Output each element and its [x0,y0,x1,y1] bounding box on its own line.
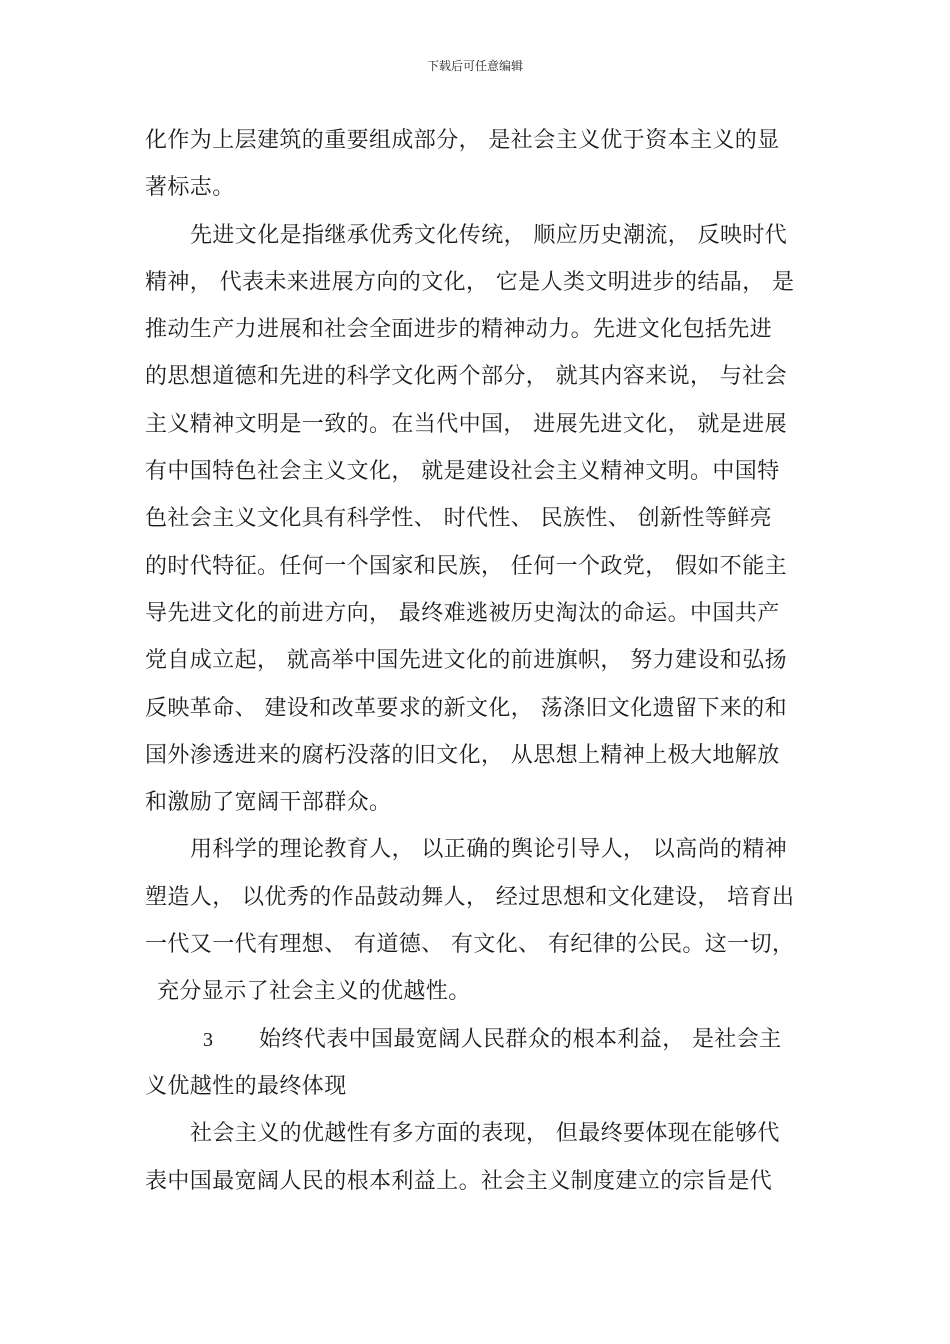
document-body [145,124,810,1212]
text-line: 一代又一代有理想、 有道德、 有文化、 有纪律的公民。这一切， [145,932,795,958]
text-line: 的思想道德和先进的科学文化两个部分， 就其内容来说， 与社会 [145,364,787,390]
text-line: 塑造人， 以优秀的作品鼓动舞人， 经过思想和文化建设， 培育出 [145,884,795,910]
text-line: 主义精神文明是一致的。在当代中国， 进展先进文化， 就是进展 [145,411,787,437]
section-heading-text: 始终代表中国最宽阔人民群众的根本利益， 是社会主 [259,1026,782,1052]
paragraph-first-line: 用科学的理论教育人， 以正确的舆论引导人， 以高尚的精神 [190,837,788,863]
text-line: 化作为上层建筑的重要组成部分， 是社会主义优于资本主义的显 [145,128,780,153]
text-line: 色社会主义文化具有科学性、 时代性、 民族性、 创新性等鲜亮 [145,506,772,532]
text-line: 著标志。 [145,175,235,201]
section-heading [145,1023,810,1070]
text-line: 和激励了宽阔干部群众。 [145,790,392,816]
text-line: 表中国最宽阔人民的根本利益上。社会主义制度建立的宗旨是代 [145,1168,773,1194]
text-line: 精神， 代表未来进展方向的文化， 它是人类文明进步的结晶， 是 [145,269,795,295]
text-line: 导先进文化的前进方向， 最终难逃被历史淘汰的命运。中国共产 [145,600,780,626]
paragraph-first-line: 先进文化是指继承优秀文化传统， 顺应历史潮流， 反映时代 [190,222,788,248]
text-line: 国外渗透进来的腐朽没落的旧文化， 从思想上精神上极大地解放 [145,742,780,768]
text-line: 充分显示了社会主义的优越性。 [157,979,471,1005]
text-line: 推动生产力进展和社会全面进步的精神动力。先进文化包括先进 [145,317,773,343]
text-line: 的时代特征。任何一个国家和民族， 任何一个政党， 假如不能主 [145,553,787,579]
section-heading-continuation: 义优越性的最终体现 [145,1073,347,1099]
text-line: 有中国特色社会主义文化， 就是建设社会主义精神文明。中国特 [145,459,780,485]
page-header-note: 下载后可任意编辑 [426,59,523,73]
section-number: 3 [203,1028,214,1051]
text-line: 反映革命、 建设和改革要求的新文化， 荡涤旧文化遗留下来的和 [145,695,787,721]
paragraph-first-line: 社会主义的优越性有多方面的表现， 但最终要体现在能够代 [190,1121,780,1147]
text-line: 党自成立起， 就高举中国先进文化的前进旗帜， 努力建设和弘扬 [145,648,787,674]
